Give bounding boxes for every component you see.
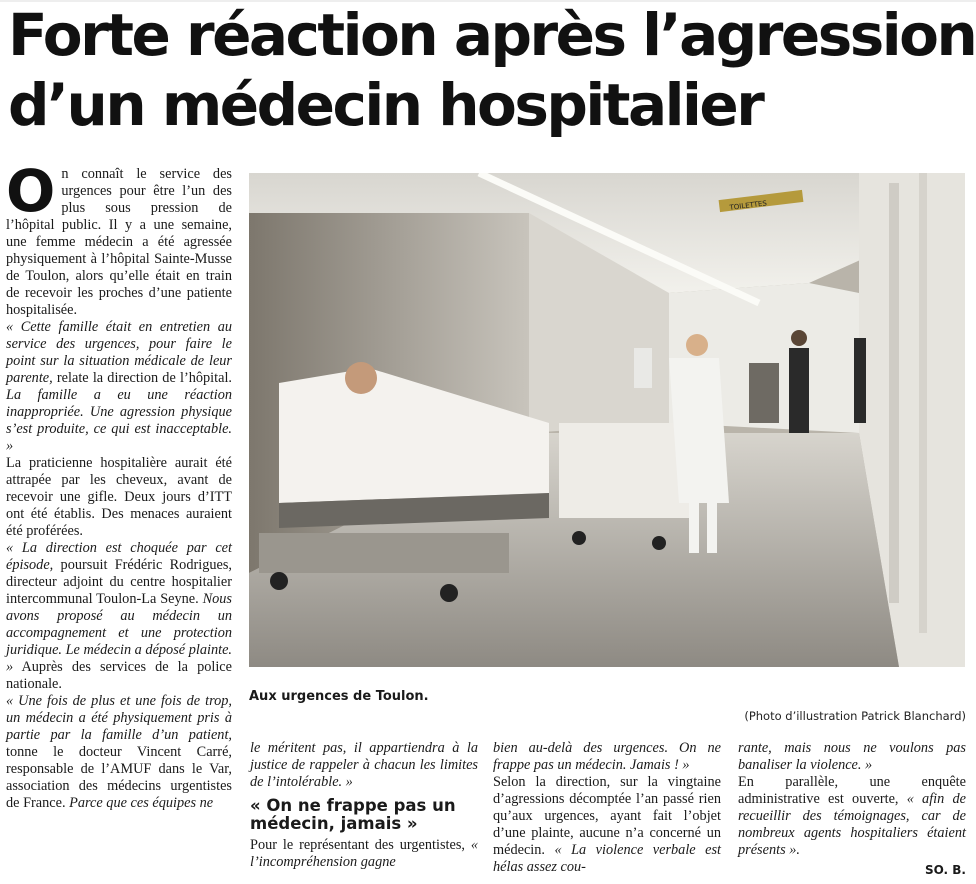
quote-text: rante, mais nous ne voulons pas banaliser la violence. »: [738, 740, 966, 773]
paragraph-text: poursuit Frédéric Rodrigues, directeur adjoint du centre hospitalier intercommunal Toulon-La Seyne.: [6, 557, 232, 607]
lead-paragraph: [6, 157, 232, 319]
quote-text: bien au-delà des urgences. On ne frappe pas un médecin. Jamais ! »: [493, 740, 721, 773]
paragraph-5: [6, 693, 232, 812]
paragraph-2: [6, 319, 232, 455]
article-column-3: [493, 740, 721, 876]
photo-caption: Aux urgences de Toulon.: [249, 689, 429, 704]
paragraph-text: relate la direction de l’hôpital.: [52, 370, 232, 386]
paragraph-9: [493, 774, 721, 876]
article-column-1: [6, 157, 232, 812]
photo-sign: TOILETTES: [729, 199, 768, 212]
photo-credit: (Photo d’illustration Patrick Blanchard): [744, 709, 966, 723]
article-column-4: [738, 740, 966, 879]
paragraph-text: tonne le docteur Vincent Carré, responsable de l’AMUF dans le Var, association des médecins urgentistes de France.: [6, 744, 232, 811]
paragraph-text: Pour le représentant des urgentistes,: [250, 837, 471, 853]
paragraph-10: [738, 740, 966, 774]
article-column-2: [250, 740, 478, 871]
subheading: « On ne frappe pas un médecin, jamais »: [250, 796, 456, 833]
drop-cap: O: [6, 157, 56, 225]
paragraph-1-text: n connaît le service des urgences pour être l’un des plus sous pression de l’hôpital public. Il y a une semaine, une femme médecin a été agressée physiquement à l’hôpital Sainte-Musse de Toulon, alors qu’elle était en train de recevoir les proches d’une patiente hospitalisée.: [6, 166, 232, 318]
quote-text: « La direction est choquée par cet épisode,: [6, 540, 232, 573]
headline-line-1: Forte réaction après l’agression: [8, 1, 976, 69]
paragraph-4: [6, 540, 232, 693]
quote-text: La famille a eu une réaction inappropriée. Une agression physique s’est produite, ce qui est inacceptable. »: [6, 387, 232, 454]
quote-text: « l’incompréhension gagne: [250, 837, 478, 870]
paragraph-6: [250, 740, 478, 791]
quote-text: Parce que ces équipes ne: [69, 795, 214, 811]
quote-text: « Cette famille était en entretien au service des urgences, pour faire le point sur la situation médicale de leur parente,: [6, 319, 232, 386]
quote-text: Nous avons proposé au médecin un accompagnement et une protection juridique. Le médecin a déposé plainte. »: [6, 591, 232, 675]
quote-text: « afin de recueillir des témoignages, car de nombreux agents hospitaliers étaient présents ».: [738, 791, 966, 858]
paragraph-text: Selon la direction, sur la vingtaine d’agressions décomptée l’an passé rien qu’aux urgences, ayant fait l’objet d’une plainte, aucune n’a concerné un médecin.: [493, 774, 721, 858]
author-signature: SO. B.: [924, 863, 966, 877]
headline: [8, 0, 976, 140]
hospital-corridor-photo: [249, 173, 965, 667]
photo-illustration: [249, 173, 965, 667]
paragraph-3: La praticienne hospitalière aurait été attrapée par les cheveux, avant de recevoir une gifle. Deux jours d’ITT ont été établis. Des menaces auraient été proférées.: [6, 455, 232, 539]
paragraph-8: [493, 740, 721, 774]
paragraph-7: [250, 837, 478, 871]
headline-line-2: d’un médecin hospitalier: [8, 71, 763, 139]
paragraph-text: En parallèle, une enquête administrative est ouverte,: [738, 774, 966, 807]
quote-text: « La violence verbale est hélas assez cou-: [493, 842, 722, 875]
quote-text: « Une fois de plus et une fois de trop, un médecin a été physiquement pris à partie par la famille d’un patient,: [6, 693, 232, 743]
paragraph-11: [738, 774, 966, 859]
paragraph-text: Auprès des services de la police nationale.: [6, 659, 232, 692]
quote-text: le méritent pas, il appartiendra à la justice de rappeler à chacun les limites de l’intolérable. »: [250, 740, 478, 790]
